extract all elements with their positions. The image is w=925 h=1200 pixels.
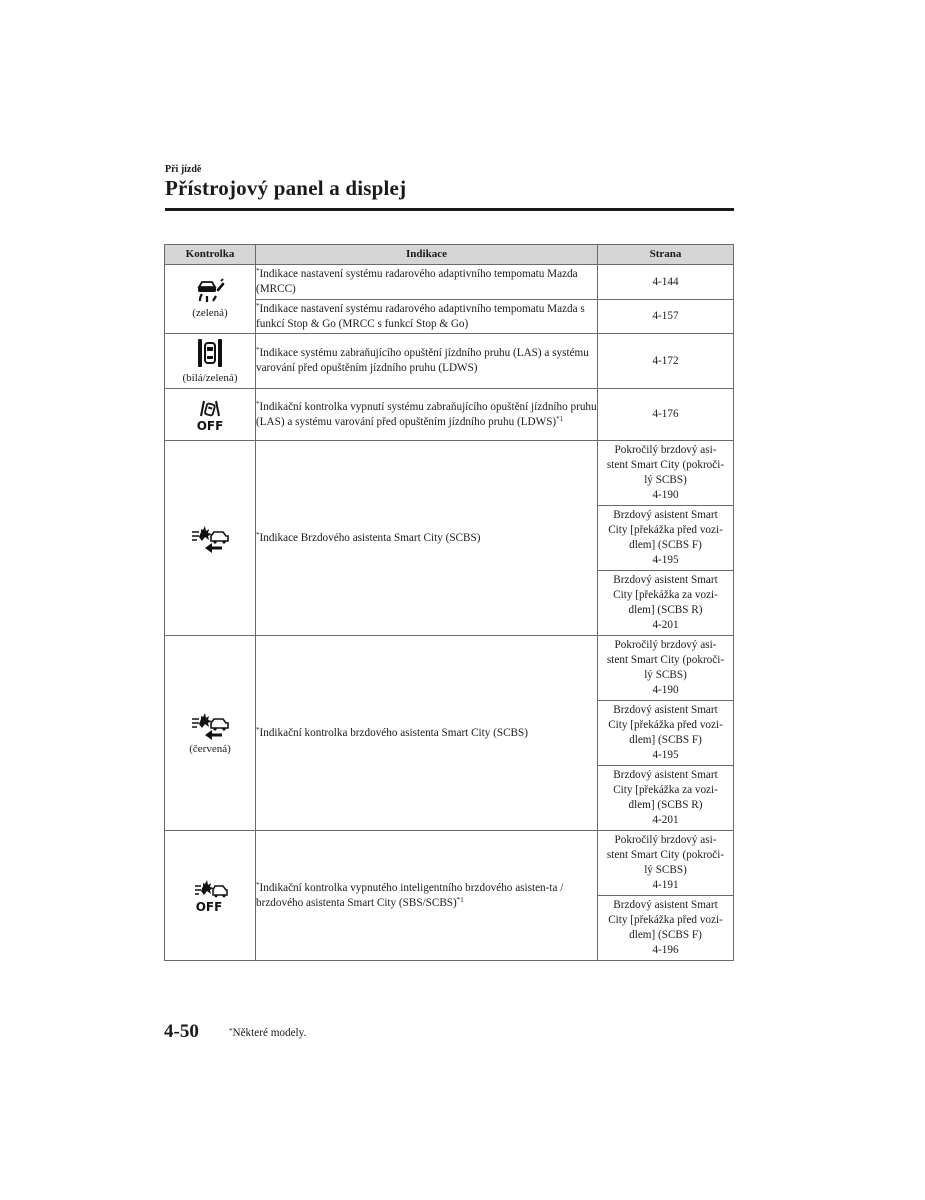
indicator-cell bbox=[165, 831, 256, 961]
page-reference: Brzdový asistent Smart City [překážka před vozi- dlem] (SCBS F) 4-195 bbox=[598, 506, 734, 571]
header-indikace: Indikace bbox=[256, 245, 598, 265]
indicator-color-note: (zelená) bbox=[192, 306, 228, 319]
indicator-color-note: (červená) bbox=[189, 742, 231, 755]
indication-text: *Indikace systému zabraňujícího opuštění jízdního pruhu (LAS) a systému varování před opuštěním jízdního pruhu (LDWS) bbox=[256, 334, 598, 389]
page-reference: Brzdový asistent Smart City [překážka před vozi- dlem] (SCBS F) 4-196 bbox=[598, 896, 734, 961]
asterisk: * bbox=[256, 530, 260, 539]
page-reference: 4-176 bbox=[598, 389, 734, 441]
indication-text: *Indikace Brzdového asistenta Smart City (SCBS) bbox=[256, 441, 598, 636]
indicator-color-note: (bílá/zelená) bbox=[182, 371, 238, 384]
smart-brake-off-icon bbox=[192, 878, 228, 914]
footnote-mark: 1 bbox=[559, 414, 564, 423]
indicator-cell bbox=[165, 389, 256, 441]
indication-text: *Indikace nastavení systému radarového adaptivního tempomatu Mazda (MRCC) bbox=[256, 265, 598, 300]
title-rule bbox=[165, 208, 734, 211]
page-reference: 4-172 bbox=[598, 334, 734, 389]
asterisk: * bbox=[256, 301, 260, 310]
asterisk: * bbox=[556, 414, 560, 423]
indicator-cell bbox=[165, 334, 256, 389]
asterisk: * bbox=[256, 267, 260, 275]
off-label: OFF bbox=[196, 418, 224, 432]
indication-text: *Indikační kontrolka vypnutí systému zabraňujícího opuštění jízdního pruhu (LAS) a systému varování před opuštěním jízdního pruhu (LDWS)$^{*1}$ bbox=[256, 389, 598, 441]
page-reference: Pokročilý brzdový asi- stent Smart City (pokroči- lý SCBS) 4-190 bbox=[598, 636, 734, 701]
page-reference: Pokročilý brzdový asi- stent Smart City (pokroči- lý SCBS) 4-191 bbox=[598, 831, 734, 896]
table-row bbox=[165, 636, 734, 701]
table-row bbox=[165, 389, 734, 441]
asterisk: * bbox=[229, 1027, 233, 1035]
page-title: Přístrojový panel a displej bbox=[165, 176, 407, 200]
indicator-cell bbox=[165, 636, 256, 831]
indicator-cell bbox=[165, 265, 256, 334]
indication-text: *Indikace nastavení systému radarového adaptivního tempomatu Mazda s funkcí Stop & Go (MRCC s funkcí Stop & Go) bbox=[256, 300, 598, 334]
page-reference: 4-144 bbox=[598, 265, 734, 300]
asterisk: * bbox=[456, 895, 461, 904]
indicator-cell bbox=[165, 441, 256, 636]
indication-text: *Indikační kontrolka brzdového asistenta Smart City (SCBS) bbox=[256, 636, 598, 831]
footnote-mark: 1 bbox=[460, 895, 464, 904]
table-header-row bbox=[165, 245, 734, 265]
page-reference: Brzdový asistent Smart City [překážka před vozi- dlem] (SCBS F) 4-195 bbox=[598, 701, 734, 766]
section-label: Při jízdě bbox=[165, 164, 202, 175]
page-reference: Pokročilý brzdový asi- stent Smart City (pokroči- lý SCBS) 4-190 bbox=[598, 441, 734, 506]
indicator-table bbox=[164, 244, 734, 961]
smart-city-brake-warning-icon bbox=[190, 710, 230, 740]
radar-cruise-control-icon bbox=[195, 278, 225, 304]
footnote: *Některé modely. bbox=[229, 1027, 307, 1039]
asterisk: * bbox=[256, 880, 260, 889]
page-reference: 4-157 bbox=[598, 300, 734, 334]
lane-keep-assist-icon bbox=[197, 337, 223, 369]
page-reference: Brzdový asistent Smart City [překážka za vozi- dlem] (SCBS R) 4-201 bbox=[598, 571, 734, 636]
asterisk: * bbox=[256, 346, 260, 354]
table-row bbox=[165, 831, 734, 896]
table-row bbox=[165, 265, 734, 300]
page-reference: Brzdový asistent Smart City [překážka za vozi- dlem] (SCBS R) 4-201 bbox=[598, 766, 734, 831]
off-label: OFF bbox=[195, 899, 223, 914]
page-number: 4-50 bbox=[164, 1021, 199, 1042]
header-kontrolka: Kontrolka bbox=[165, 245, 256, 265]
lane-departure-off-icon bbox=[195, 398, 225, 432]
table-row bbox=[165, 441, 734, 506]
table-row bbox=[165, 334, 734, 389]
asterisk: * bbox=[256, 399, 260, 408]
indication-text: *Indikační kontrolka vypnutého inteligentního brzdového asisten-ta / brzdového asistenta Smart City (SBS/SCBS)$^{*1}$ bbox=[256, 831, 598, 961]
header-strana: Strana bbox=[598, 245, 734, 265]
smart-city-brake-icon bbox=[190, 523, 230, 553]
asterisk: * bbox=[256, 725, 260, 734]
